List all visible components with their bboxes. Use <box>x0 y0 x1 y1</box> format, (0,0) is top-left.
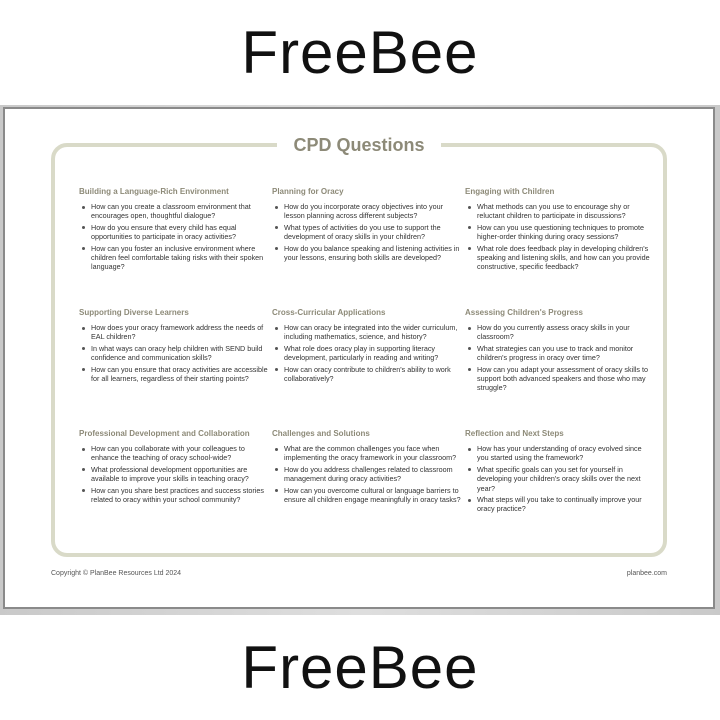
section-heading: Building a Language-Rich Environment <box>79 187 229 196</box>
question-item: What specific goals can you set for yourself in developing your children's oracy skills over the next year? <box>477 465 655 493</box>
question-item: How can you overcome cultural or language barriers to ensure all children engage meaningfully in oracy tasks? <box>284 485 461 505</box>
question-item: How does your oracy framework address the needs of EAL children? <box>91 323 269 342</box>
question-item: How do you ensure that every child has equal opportunities to participate in oracy activities? <box>91 223 269 242</box>
question-item: What role does oracy play in supporting literacy development, particularly in reading and writing? <box>284 344 462 363</box>
question-item: How do you incorporate oracy objectives into your lesson planning across different subjects? <box>284 202 462 221</box>
top-banner <box>0 0 720 105</box>
question-item: What methods can you use to encourage shy or reluctant children to participate in discussions? <box>477 202 655 221</box>
section-heading: Reflection and Next Steps <box>465 429 564 438</box>
question-item: What are the common challenges you face when implementing the oracy framework in your classroom? <box>284 444 462 463</box>
question-list <box>272 323 462 383</box>
question-item: How can you share best practices and success stories related to oracy within your school community? <box>91 486 269 505</box>
question-item: How can you ensure that oracy activities are accessible for all learners, regardless of their starting points? <box>91 364 268 384</box>
question-item: What role does feedback play in developing children's speaking and listening skills, and how can you provide constructive, specific feedback? <box>477 244 655 272</box>
question-item: What strategies can you use to track and monitor children's progress in oracy over time? <box>477 344 655 363</box>
banner-title-bottom: FreeBee <box>241 634 479 701</box>
question-item: How can oracy contribute to children's ability to work collaboratively? <box>284 365 462 384</box>
question-list <box>272 444 462 504</box>
section-reflection-next-steps <box>465 429 655 516</box>
website-link[interactable]: planbee.com <box>626 570 667 577</box>
question-list <box>465 323 655 393</box>
section-heading: Engaging with Children <box>465 187 555 196</box>
section-heading: Cross-Curricular Applications <box>272 308 386 317</box>
question-item: How do you currently assess oracy skills in your classroom? <box>477 323 655 342</box>
banner-title-top: FreeBee <box>241 19 479 86</box>
section-challenges-and-solutions <box>272 429 462 506</box>
section-engaging-with-children <box>465 187 655 274</box>
question-item: What professional development opportunities are available to improve your skills in teaching oracy? <box>91 465 269 484</box>
question-item: How has your understanding of oracy evolved since you started using the framework? <box>477 444 655 463</box>
question-list <box>465 444 655 514</box>
worksheet-preview <box>3 107 715 609</box>
section-heading: Professional Development and Collaboration <box>79 429 250 438</box>
bottom-banner <box>0 615 720 720</box>
question-item: How can you create a classroom environment that encourages open, thoughtful dialogue? <box>91 202 269 221</box>
section-heading: Planning for Oracy <box>272 187 344 196</box>
question-item: What types of activities do you use to support the development of oracy skills in your children? <box>284 223 462 242</box>
question-list <box>272 202 462 262</box>
section-language-rich-environment <box>79 187 269 274</box>
question-item: How can you collaborate with your colleagues to enhance the teaching of oracy school-wide? <box>91 444 269 463</box>
section-planning-for-oracy <box>272 187 462 264</box>
section-supporting-diverse-learners <box>79 308 269 385</box>
question-list <box>79 323 269 383</box>
question-item: How can oracy be integrated into the wider curriculum, including mathematics, science, and history? <box>284 323 462 342</box>
worksheet-title: CPD Questions <box>277 135 440 156</box>
section-assessing-progress <box>465 308 655 395</box>
copyright-notice: Copyright © PlanBee Resources Ltd 2024 <box>51 570 182 577</box>
question-item: How can you use questioning techniques to promote higher-order thinking during oracy sessions? <box>477 223 655 242</box>
section-heading: Assessing Children's Progress <box>465 308 583 317</box>
section-heading: Supporting Diverse Learners <box>79 308 189 317</box>
question-item: What steps will you take to continually improve your oracy practice? <box>477 495 655 514</box>
question-item: How can you foster an inclusive environment where children feel comfortable taking risks with their spoken language? <box>91 244 269 272</box>
question-item: How do you balance speaking and listening activities in your lessons, ensuring both skills are developed? <box>284 244 462 263</box>
section-cross-curricular-applications <box>272 308 462 385</box>
section-heading: Challenges and Solutions <box>272 429 370 438</box>
question-item: How can you adapt your assessment of oracy skills to support both advanced speakers and those who may struggle? <box>477 365 655 393</box>
question-item: How do you address challenges related to classroom management during oracy activities? <box>284 465 462 484</box>
question-list <box>465 202 655 272</box>
question-item: In what ways can oracy help children with SEND build confidence and communication skills? <box>91 344 269 363</box>
question-list <box>79 202 269 272</box>
section-professional-development <box>79 429 269 506</box>
question-list <box>79 444 269 504</box>
